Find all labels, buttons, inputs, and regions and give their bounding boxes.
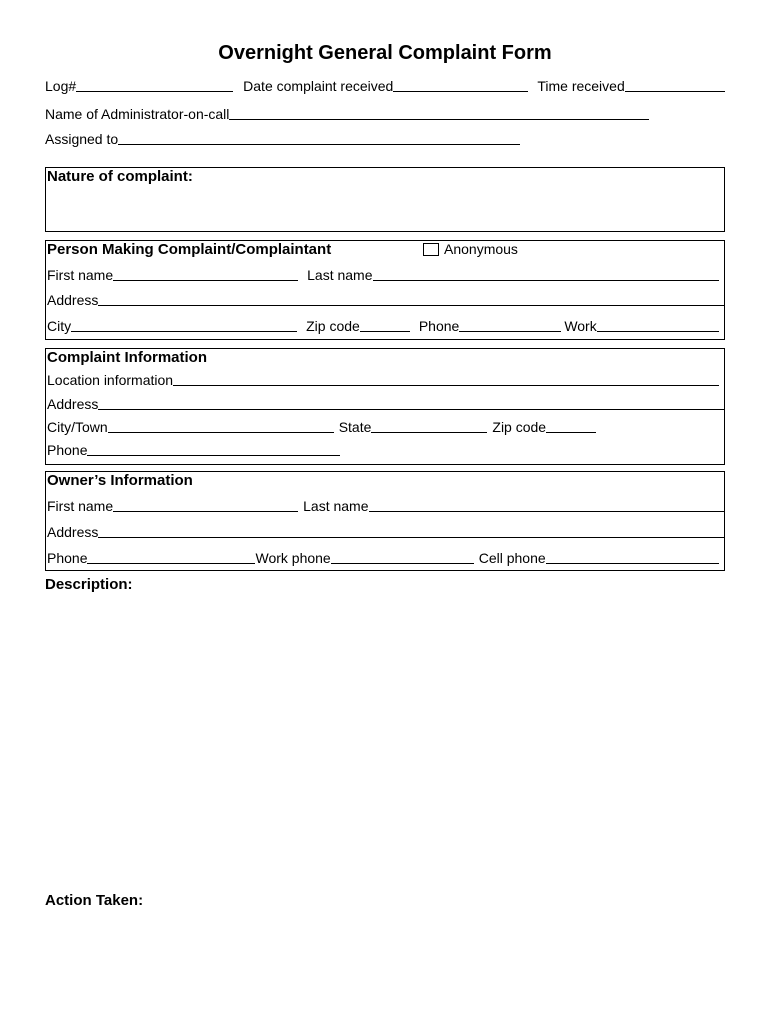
complaint-zip-label: Zip code	[492, 419, 547, 435]
complaint-city-town-label: City/Town	[47, 419, 108, 435]
owner-information-title: Owner’s Information	[47, 472, 193, 489]
complaint-phone-row	[46, 442, 724, 458]
complainant-last-name-label: Last name	[307, 267, 373, 283]
log-field[interactable]	[76, 78, 233, 92]
complainant-name-row	[46, 267, 724, 283]
complaint-zip-field[interactable]	[546, 419, 596, 433]
time-received-field[interactable]	[625, 78, 725, 92]
owner-first-name-label: First name	[47, 498, 114, 514]
complainant-first-name-field[interactable]	[113, 267, 298, 281]
owner-first-name-field[interactable]	[113, 498, 298, 512]
assigned-to-label: Assigned to	[45, 131, 119, 147]
complainant-phone-field[interactable]	[459, 318, 561, 332]
complaint-state-label: State	[338, 419, 372, 435]
owner-address-field[interactable]	[98, 524, 724, 538]
nature-of-complaint-box[interactable]	[45, 167, 725, 232]
complainant-city-row	[46, 318, 724, 334]
owner-work-phone-field[interactable]	[331, 550, 474, 564]
owner-address-row	[46, 524, 724, 540]
complainant-city-field[interactable]	[71, 318, 297, 332]
owner-last-name-field[interactable]	[369, 498, 725, 512]
location-row	[46, 372, 724, 388]
complaint-city-town-field[interactable]	[108, 419, 334, 433]
complainant-address-label: Address	[47, 292, 99, 308]
complaint-state-field[interactable]	[371, 419, 487, 433]
owner-address-label: Address	[47, 524, 99, 540]
complainant-zip-label: Zip code	[306, 318, 360, 334]
complainant-work-label: Work	[564, 318, 597, 334]
log-label: Log#	[45, 78, 77, 94]
header-row-3	[45, 131, 520, 147]
header-row-1	[45, 78, 725, 94]
action-taken-heading: Action Taken:	[45, 892, 144, 909]
complaint-address-label: Address	[47, 396, 99, 412]
complaint-address-field[interactable]	[98, 396, 724, 410]
time-received-label: Time received	[537, 78, 625, 94]
complaint-city-row	[46, 419, 724, 435]
owner-phone-label: Phone	[47, 550, 88, 566]
owner-work-phone-label: Work phone	[255, 550, 331, 566]
complainant-address-row	[46, 292, 724, 308]
form-title: Overnight General Complaint Form	[218, 42, 552, 64]
complaint-information-title: Complaint Information	[47, 349, 207, 366]
date-received-field[interactable]	[393, 78, 528, 92]
header-row-2	[45, 106, 649, 122]
complainant-box	[45, 240, 725, 340]
description-area[interactable]	[45, 598, 725, 878]
complaint-address-row	[46, 396, 724, 412]
owner-phone-field[interactable]	[87, 550, 255, 564]
complainant-first-name-label: First name	[47, 267, 114, 283]
complainant-title: Person Making Complaint/Complaintant	[47, 241, 332, 258]
owner-information-box	[45, 471, 725, 571]
complainant-phone-label: Phone	[418, 318, 460, 334]
owner-cell-phone-field[interactable]	[546, 550, 719, 564]
location-information-label: Location information	[47, 372, 174, 388]
complainant-address-field[interactable]	[98, 292, 724, 306]
owner-cell-phone-label: Cell phone	[478, 550, 546, 566]
location-information-field[interactable]	[173, 372, 719, 386]
anonymous-checkbox[interactable]	[423, 243, 439, 256]
complainant-last-name-field[interactable]	[373, 267, 720, 281]
complainant-city-label: City	[47, 318, 72, 334]
complaint-phone-field[interactable]	[87, 442, 340, 456]
owner-phone-row	[46, 550, 724, 566]
date-received-label: Date complaint received	[243, 78, 394, 94]
administrator-label: Name of Administrator-on-call	[45, 106, 230, 122]
owner-name-row	[46, 498, 724, 514]
administrator-field[interactable]	[229, 106, 649, 120]
complaint-information-box	[45, 348, 725, 465]
complainant-zip-field[interactable]	[360, 318, 410, 332]
owner-last-name-label: Last name	[303, 498, 369, 514]
action-taken-area[interactable]	[45, 914, 725, 1004]
assigned-to-field[interactable]	[118, 131, 520, 145]
nature-of-complaint-title: Nature of complaint:	[47, 168, 193, 185]
description-heading: Description:	[45, 576, 133, 593]
complaint-phone-label: Phone	[47, 442, 88, 458]
anonymous-label: Anonymous	[444, 241, 518, 257]
complainant-work-field[interactable]	[597, 318, 719, 332]
